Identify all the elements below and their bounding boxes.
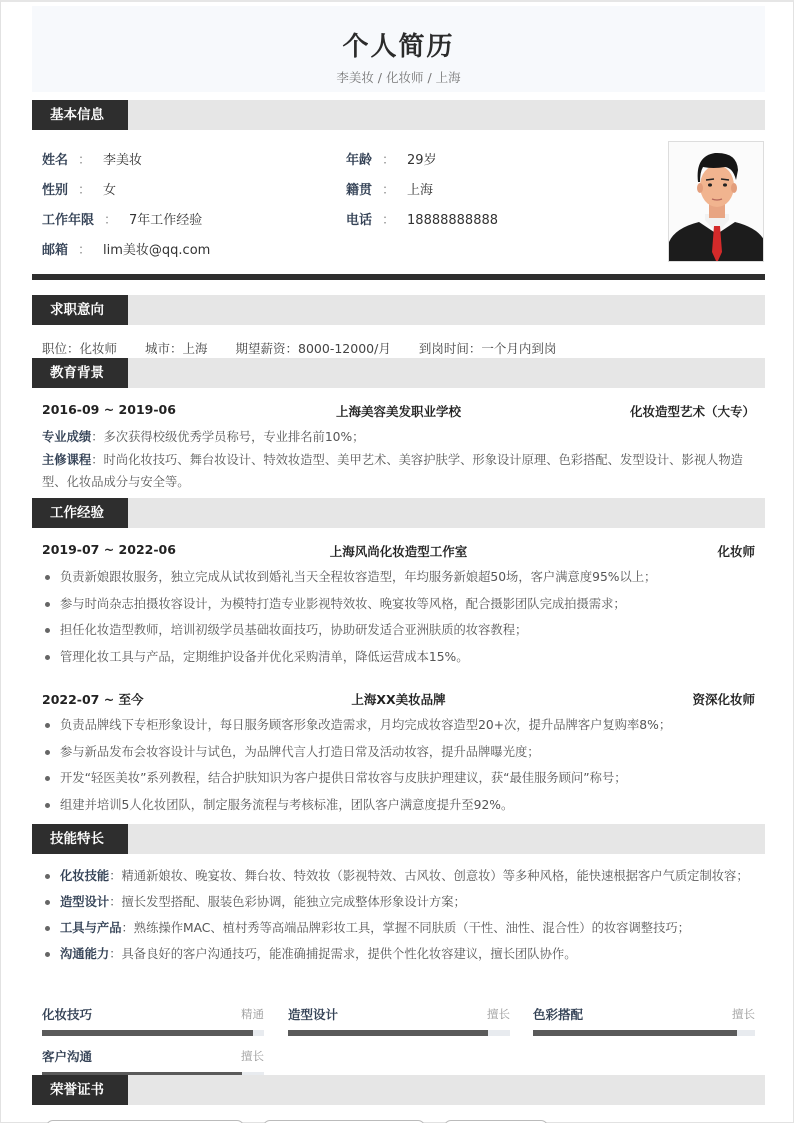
info-phone: 电话 ： 18888888888: [346, 213, 499, 228]
info-gender: 性别 ： 女: [42, 183, 117, 198]
page-subtitle: 李美妆 / 化妆师 / 上海: [336, 70, 461, 85]
info-value: 18888888888: [407, 213, 499, 228]
intent-arrival: 到岗时间：一个月内到岗: [418, 341, 557, 356]
list-item: 开发“轻医美妆”系列教程，结合护肤知识为客户提供日常妆容与皮肤护理建议，获“最佳服务顾问”称号；: [42, 765, 762, 792]
work-period: 2019-07 ~ 2022-06: [42, 542, 176, 557]
work-role: 资深化妆师: [692, 692, 755, 707]
list-item: 管理化妆工具与产品，定期维护设备并优化采购清单，降低运营成本15%。: [42, 644, 762, 671]
section-title: 荣誉证书: [32, 1075, 128, 1105]
info-label: 年龄: [346, 153, 373, 168]
job-intent-row: [42, 339, 584, 357]
work-period: 2022-07 ~ 至今: [42, 692, 144, 707]
skill-list: [42, 864, 757, 968]
section-header-skills: [32, 824, 765, 854]
skill-bar: 色彩搭配 擅长: [533, 1005, 755, 1045]
portrait-icon: [669, 142, 764, 262]
work-company: 上海风尚化妆造型工作室: [329, 544, 468, 559]
section-header-education: [32, 358, 765, 388]
work-bullets: [42, 712, 762, 818]
list-item: 负责新娘跟妆服务，独立完成从试妆到婚礼当天全程妆容造型，年均服务新娘超50场，客户满意度95%以上；: [42, 564, 762, 591]
progress-fill: [42, 1030, 253, 1036]
progress-fill: [288, 1030, 488, 1036]
info-email: 邮箱 ： lim美妆@qq.com: [42, 243, 211, 258]
skill-bar: 客户沟通 擅长: [42, 1047, 264, 1087]
education-courses: 主修课程：时尚化妆技巧、舞台妆设计、特效妆造型、美甲艺术、美容护肤学、形象设计原理、色彩搭配、发型设计、影视人物造型、化妆品成分与安全等。: [42, 453, 743, 489]
list-item: 担任化妆造型教师，培训初级学员基础妆面技巧，协助研发适合亚洲肤质的妆容教程；: [42, 617, 762, 644]
list-item: 组建并培训5人化妆团队，制定服务流程与考核标准，团队客户满意度提升至92%。: [42, 792, 762, 819]
list-item: 沟通能力：具备良好的客户沟通技巧，能准确捕捉需求，提供个性化妆容建议，擅长团队协作。: [42, 942, 757, 966]
info-label: 电话: [346, 213, 373, 228]
section-title: 工作经验: [32, 498, 128, 528]
progress-track: [288, 1030, 510, 1036]
info-value: 上海: [407, 183, 434, 198]
info-name: 姓名 ： 李美妆: [42, 153, 143, 168]
section-header-honors: [32, 1075, 765, 1105]
work-role: 化妆师: [717, 544, 755, 559]
intent-salary: 期望薪资：8000-12000/月: [235, 341, 391, 356]
info-label: 姓名: [42, 153, 69, 168]
skill-bar: 化妆技巧 精通: [42, 1005, 264, 1045]
list-item: 造型设计：擅长发型搭配、服装色彩协调，能独立完成整体形象设计方案；: [42, 890, 757, 914]
education-period: 2016-09 ~ 2019-06: [42, 402, 176, 417]
section-header-basic: [32, 100, 765, 130]
list-item: 负责品牌线下专柜形象设计，每日服务顾客形象改造需求，月均完成妆容造型20+次，提升品牌客户复购率8%；: [42, 712, 762, 739]
progress-track: [42, 1030, 264, 1036]
list-item: 参与新品发布会妆容设计与试色，为品牌代言人打造日常及活动妆容，提升品牌曝光度；: [42, 739, 762, 766]
info-age: 年龄 ： 29岁: [346, 153, 437, 168]
skill-bar: 造型设计 擅长: [288, 1005, 510, 1045]
info-value: 女: [103, 183, 117, 198]
progress-track: [533, 1030, 755, 1036]
info-value: lim美妆@qq.com: [103, 243, 211, 258]
info-value: 李美妆: [103, 153, 143, 168]
intent-position: 职位：化妆师: [42, 341, 118, 356]
work-bullets: [42, 564, 762, 670]
education-school: 上海美容美发职业学校: [335, 404, 461, 419]
info-label: 邮箱: [42, 243, 69, 258]
list-item: 化妆技能：精通新娘妆、晚宴妆、舞台妆、特效妆（影视特效、古风妆、创意妆）等多种风格，能快速根据客户气质定制妆容；: [42, 864, 757, 888]
progress-fill: [533, 1030, 737, 1036]
resume-header: [32, 6, 765, 92]
avatar-photo: [668, 141, 764, 262]
section-header-work: [32, 498, 765, 528]
info-years: 工作年限 ： 7年工作经验: [42, 213, 203, 228]
section-title: 求职意向: [32, 295, 128, 325]
list-item: 工具与产品：熟练操作MAC、植村秀等高端品牌彩妆工具，掌握不同肤质（干性、油性、混合性）的妆容调整技巧；: [42, 916, 757, 940]
info-value: 29岁: [407, 153, 437, 168]
education-entry-header: [42, 402, 755, 420]
education-major: 化妆造型艺术（大专）: [629, 404, 755, 419]
info-hometown: 籍贯 ： 上海: [346, 183, 434, 198]
section-title: 基本信息: [32, 100, 128, 130]
work-entry-header: [42, 542, 755, 560]
info-label: 籍贯: [346, 183, 373, 198]
section-title: 技能特长: [32, 824, 128, 854]
section-divider: [32, 274, 765, 280]
section-title: 教育背景: [32, 358, 128, 388]
section-header-intent: [32, 295, 765, 325]
page-title: 个人简历: [342, 32, 455, 62]
info-label: 工作年限: [42, 213, 95, 228]
work-company: 上海XX美妆品牌: [351, 692, 446, 707]
work-entry-header: [42, 690, 755, 708]
education-achievement: 专业成绩：多次获得校级优秀学员称号，专业排名前10%；: [42, 430, 365, 444]
info-value: 7年工作经验: [129, 213, 203, 228]
intent-city: 城市：上海: [145, 341, 208, 356]
list-item: 参与时尚杂志拍摄妆容设计，为模特打造专业影视特效妆、晚宴妆等风格，配合摄影团队完成拍摄需求；: [42, 591, 762, 618]
info-label: 性别: [42, 183, 69, 198]
